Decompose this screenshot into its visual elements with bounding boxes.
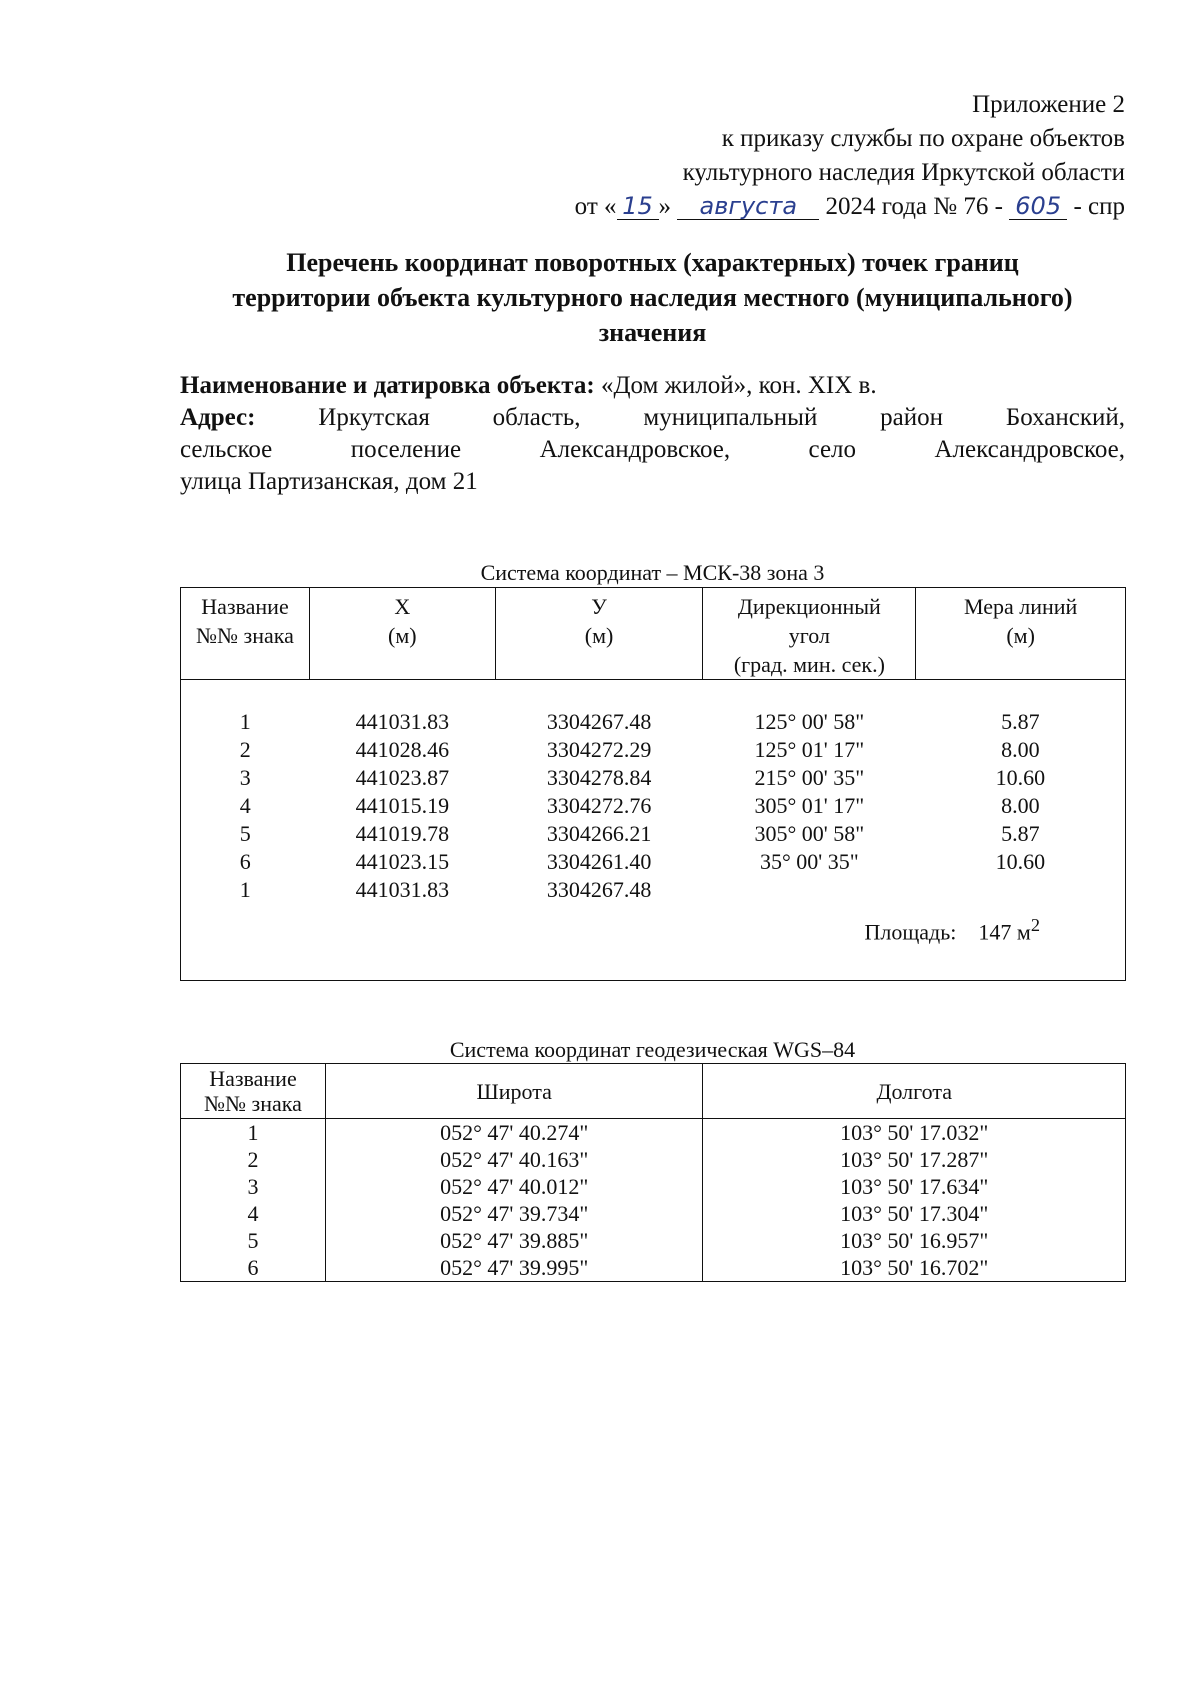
title-line-2: территории объекта культурного наследия местного (муниципального) — [232, 283, 1073, 312]
table-row: 2 441028.46 3304272.29 125° 01' 17" 8.00 — [239, 737, 1040, 762]
header-point-name: Название №№ знака — [181, 1064, 326, 1119]
handwritten-day: 15 — [617, 193, 659, 220]
object-name-line — [180, 370, 1125, 402]
table-row: 4 052° 47' 39.734" 103° 50' 17.304" — [181, 1200, 1126, 1227]
handwritten-month: августа — [677, 193, 819, 220]
area-unit-sup: 2 — [1030, 915, 1040, 936]
table-row: 1 441031.83 3304267.48 125° 00' 58" 5.87 — [239, 709, 1040, 734]
address-line-2: сельское поселение Александровское, село Александровское, — [180, 436, 1125, 463]
header-line-length: Мера линий (м) — [916, 588, 1126, 680]
area-label: Площадь: — [864, 919, 957, 945]
table-row: 6 052° 47' 39.995" 103° 50' 16.702" — [181, 1254, 1126, 1282]
table-row: 4 441015.19 3304272.76 305° 01' 17" 8.00 — [239, 793, 1040, 818]
table-row: 3 441023.87 3304278.84 215° 00' 35" 10.60 — [239, 765, 1046, 790]
address-line-1 — [180, 402, 1125, 434]
table-row: 5 441019.78 3304266.21 305° 00' 58" 5.87 — [239, 821, 1040, 846]
table-row: 3 052° 47' 40.012" 103° 50' 17.634" — [181, 1173, 1126, 1200]
header-x: X (м) — [309, 588, 495, 680]
handwritten-order-number: 605 — [1009, 193, 1067, 220]
header-latitude: Широта — [325, 1064, 703, 1119]
object-name-value: «Дом жилой», кон. XIX в. — [600, 372, 877, 399]
table-row: 6 441023.15 3304261.40 35° 00' 35" 10.60 — [239, 849, 1046, 874]
address-part-1: Иркутская область, муниципальный район Боханский, — [318, 404, 1126, 431]
address-line-3: улица Партизанская, дом 21 — [180, 468, 478, 495]
header-direction-angle: Дирекционный угол (град. мин. сек.) — [703, 588, 916, 680]
title-line-1: Перечень координат поворотных (характерных) точек границ — [286, 248, 1019, 277]
appendix-authority-line: культурного наследия Иркутской области — [682, 159, 1125, 186]
order-suffix: - спр — [1073, 193, 1125, 220]
table-row: 2 052° 47' 40.163" 103° 50' 17.287" — [181, 1146, 1126, 1173]
object-info — [180, 370, 1125, 498]
msk-coordinates-table — [180, 587, 1126, 981]
title-line-3: значения — [598, 318, 707, 347]
table-row: 5 052° 47' 39.885" 103° 50' 16.957" — [181, 1227, 1126, 1254]
wgs-coordinates-table — [180, 1063, 1126, 1282]
address-label: Адрес: — [180, 404, 256, 431]
object-name-label: Наименование и датировка объекта: — [180, 372, 595, 399]
date-mid: » — [658, 193, 672, 220]
area-value: 147 м — [978, 919, 1031, 945]
msk-header-row — [181, 588, 1126, 680]
header-longitude: Долгота — [703, 1064, 1126, 1119]
appendix-order-line: к приказу службы по охране объектов — [721, 125, 1125, 152]
header-point-name: Название №№ знака — [181, 588, 310, 680]
appendix-title: Приложение 2 — [972, 91, 1125, 118]
wgs-table-caption: Система координат геодезическая WGS–84 — [449, 1037, 856, 1062]
appendix-date-line — [505, 190, 1125, 224]
wgs-header-row — [181, 1064, 1126, 1119]
date-prefix: от « — [574, 193, 617, 220]
document-title — [180, 245, 1125, 350]
appendix-header — [505, 88, 1125, 224]
area-row — [181, 904, 1126, 954]
table-row: 1 441031.83 3304267.48 — [239, 877, 652, 902]
msk-table-caption: Система координат – МСК-38 зона 3 — [480, 560, 825, 585]
table-row: 1 052° 47' 40.274" 103° 50' 17.032" — [181, 1119, 1126, 1147]
date-suffix: 2024 года № 76 - — [825, 193, 1003, 220]
header-y: У (м) — [495, 588, 703, 680]
